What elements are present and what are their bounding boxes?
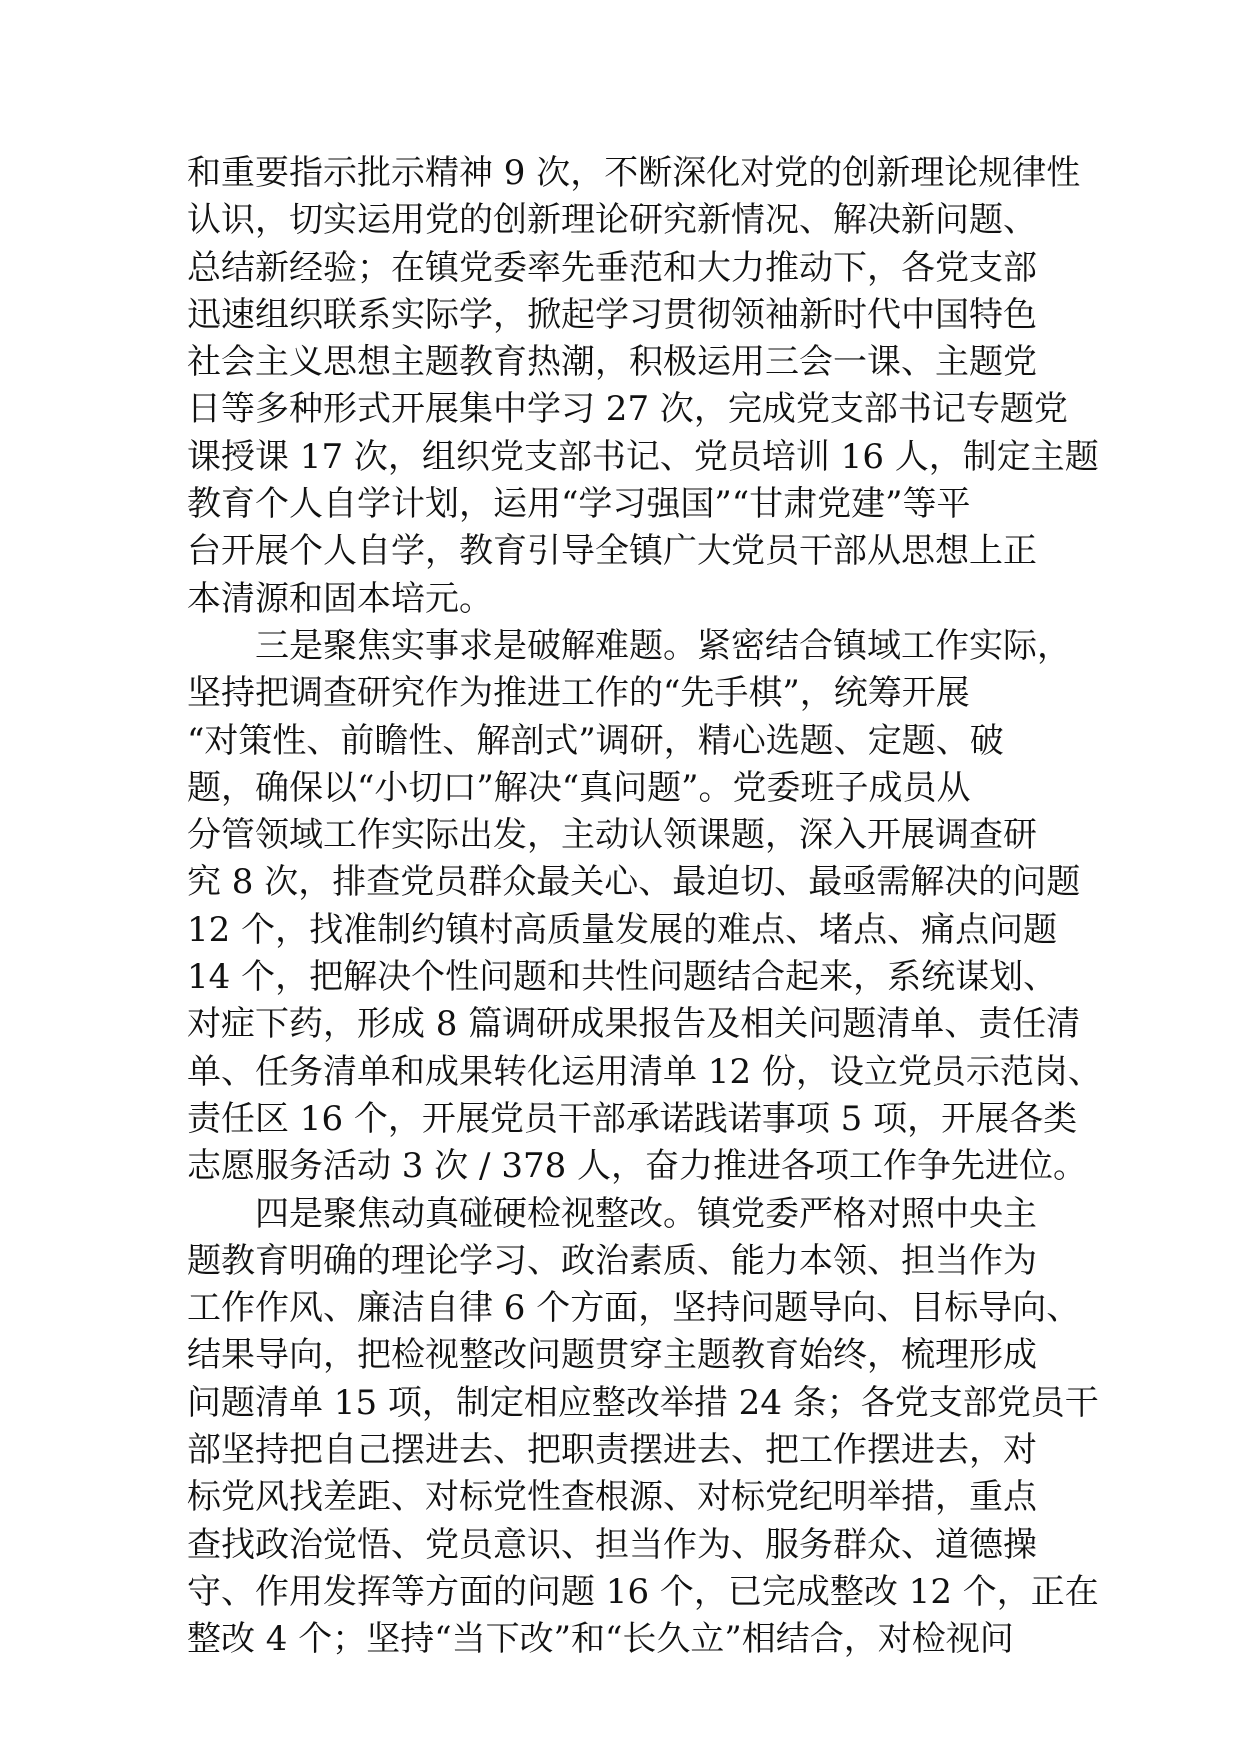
text-line: 台开展个人自学，教育引导全镇广大党员干部从思想上正 — [187, 531, 1037, 572]
text-line: 整改 4 个；坚持“当下改”和“长久立”相结合，对检视问 — [187, 1619, 1014, 1660]
text-line: 和重要指示批示精神 9 次，不断深化对党的创新理论规律性 — [187, 153, 1081, 193]
text-line: 认识，切实运用党的创新理论研究新情况、解决新问题、 — [187, 200, 1037, 241]
text-line: 对症下药，形成 8 篇调研成果报告及相关问题清单、责任清 — [187, 1004, 1081, 1045]
text-line: 工作作风、廉洁自律 6 个方面，坚持问题导向、目标导向、 — [187, 1288, 1081, 1329]
paragraph-first-line: 四是聚焦动真碰硬检视整改。镇党委严格对照中央主 — [255, 1193, 1037, 1234]
text-line: 问题清单 15 项，制定相应整改举措 24 条；各党支部党员干 — [187, 1382, 1099, 1423]
text-line: 课授课 17 次，组织党支部书记、党员培训 16 人，制定主题 — [187, 436, 1099, 477]
text-line: “对策性、前瞻性、解剖式”调研，精心选题、定题、破 — [187, 720, 1004, 761]
text-line: 守、作用发挥等方面的问题 16 个，已完成整改 12 个，正在 — [187, 1571, 1099, 1612]
text-line: 分管领域工作实际出发，主动认领课题，深入开展调查研 — [187, 815, 1037, 856]
text-line: 责任区 16 个，开展党员干部承诺践诺事项 5 项，开展各类 — [187, 1098, 1078, 1139]
text-line: 题，确保以“小切口”解决“真问题”。党委班子成员从 — [187, 767, 971, 808]
text-line: 查找政治觉悟、党员意识、担当作为、服务群众、道德操 — [187, 1524, 1037, 1565]
text-line: 单、任务清单和成果转化运用清单 12 份，设立党员示范岗、 — [187, 1051, 1102, 1092]
text-line: 12 个，找准制约镇村高质量发展的难点、堵点、痛点问题 — [187, 909, 1058, 950]
text-line: 标党风找差距、对标党性查根源、对标党纪明举措，重点 — [187, 1477, 1037, 1518]
text-line: 部坚持把自己摆进去、把职责摆进去、把工作摆进去，对 — [187, 1430, 1037, 1471]
body-text — [187, 150, 1102, 1664]
text-line: 志愿服务活动 3 次 / 378 人，奋力推进各项工作争先进位。 — [187, 1146, 1088, 1187]
text-line: 总结新经验；在镇党委率先垂范和大力推动下，各党支部 — [187, 247, 1037, 288]
text-line: 14 个，把解决个性问题和共性问题结合起来，系统谋划、 — [187, 957, 1058, 998]
text-line: 坚持把调查研究作为推进工作的“先手棋”，统筹开展 — [187, 673, 970, 714]
text-line: 结果导向，把检视整改问题贯穿主题教育始终，梳理形成 — [187, 1335, 1037, 1376]
text-line: 迅速组织联系实际学，掀起学习贯彻领袖新时代中国特色 — [187, 294, 1037, 335]
paragraph-first-line: 三是聚焦实事求是破解难题。紧密结合镇域工作实际， — [255, 625, 1071, 666]
text-line: 题教育明确的理论学习、政治素质、能力本领、担当作为 — [187, 1240, 1037, 1281]
text-line: 究 8 次，排查党员群众最关心、最迫切、最亟需解决的问题 — [187, 862, 1081, 903]
text-line: 社会主义思想主题教育热潮，积极运用三会一课、主题党 — [187, 342, 1037, 383]
text-line: 教育个人自学计划，运用“学习强国”“甘肃党建”等平 — [187, 484, 971, 525]
text-line: 日等多种形式开展集中学习 27 次，完成党支部书记专题党 — [187, 389, 1068, 430]
text-line: 本清源和固本培元。 — [187, 578, 493, 619]
